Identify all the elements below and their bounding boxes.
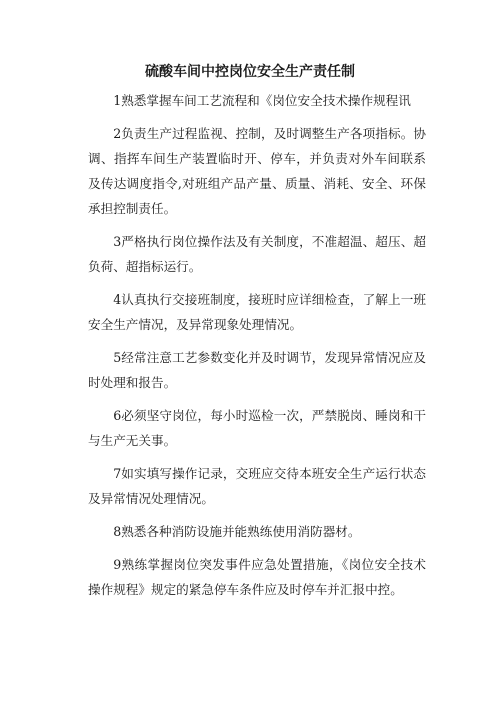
paragraph-5: 5经常注意工艺参数变化并及时调节，发现异常情况应及时处理和报告。 xyxy=(88,350,426,390)
paragraph-8: 8熟悉各种消防设施并能熟练使用消防器材。 xyxy=(113,524,361,539)
paragraph-4: 4认真执行交接班制度，接班时应详细检查，了解上一班安全生产情况，及异常现象处理情况。 xyxy=(88,292,426,332)
paragraph-2: 2负责生产过程监视、控制，及时调整生产各项指标。协调、指挥车间生产装置临时开、停车，并负责对外车间联系及传达调度指令,对班组产品产量、质量、消耗、安全、环保承担控制责任。 xyxy=(88,126,426,216)
document-body xyxy=(88,88,426,610)
paragraph-1: 1熟悉掌握车间工艺流程和《岗位安全技术操作规程讯 xyxy=(113,93,411,108)
paragraph-6: 6必须坚守岗位，每小时巡检一次，严禁脱岗、睡岗和干与生产无关事。 xyxy=(88,408,426,448)
document-title: 硫酸车间中控岗位安全生产责任制 xyxy=(145,64,355,80)
paragraph-9: 9熟练掌握岗位突发事件应急处置措施，《岗位安全技术操作规程》规定的紧急停车条件应及时停车并汇报中控。 xyxy=(88,557,426,597)
paragraph-3: 3严格执行岗位操作法及有关制度，不准超温、超压、超负荷、超指标运行。 xyxy=(88,234,426,274)
paragraph-7: 7如实填写操作记录，交班应交待本班安全生产运行状态及异常情况处理情况。 xyxy=(88,466,426,506)
